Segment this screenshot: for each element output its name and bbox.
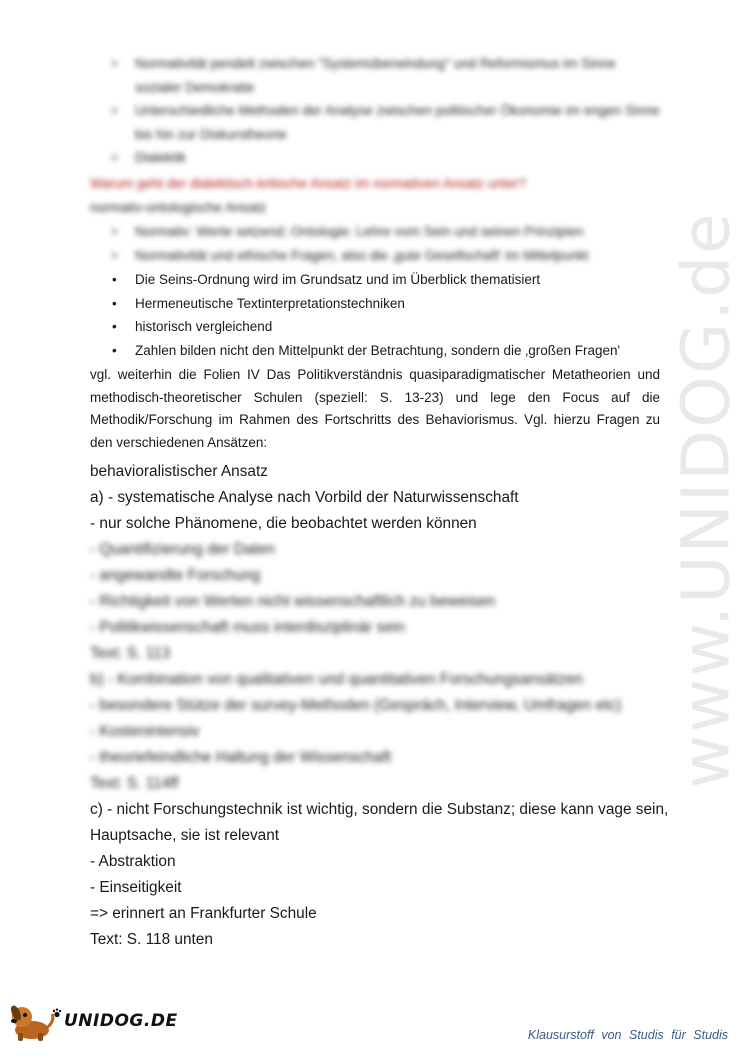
list-item: • Normativ: Werte setzend; Ontologie: Lehre vom Sein und seinen Prinzipien — [112, 220, 662, 244]
list-item: • Normativität pendelt zwischen "Systemüberwindung" und Reformismus im Sinne sozialer Demokratie — [112, 52, 662, 99]
list-item: • Zahlen bilden nicht den Mittelpunkt der Betrachtung, sondern die ‚großen Fragen' — [112, 339, 662, 363]
blurred-line: - Kostenintensiv — [90, 723, 200, 740]
text-line: - nur solche Phänomene, die beobachtet werden können — [90, 515, 477, 532]
list-item: • Unterschiedliche Methoden der Analyse zwischen politischer Ökonomie im engen Sinne bis hin zur Diskurstheorie — [112, 99, 662, 146]
paw-icon — [52, 1008, 62, 1018]
text-line: a) - systematische Analyse nach Vorbild der Naturwissenschaft — [90, 489, 519, 506]
blurred-line: Text: S. 113 — [90, 645, 171, 662]
list-item: • Dialektik — [112, 146, 662, 170]
question-line: Warum geht der dialektisch-kritische Ansatz im normativen Ansatz unter? — [90, 176, 527, 191]
text-line: - Einseitigkeit — [90, 879, 182, 896]
logo-text: UNIDOG.DE — [64, 1011, 178, 1031]
body-paragraph: vgl. weiterhin die Folien IV Das Politikverständnis quasiparadigmatischer Metatheorien und methodisch-theoretischer Schulen (speziell: S. 13-23) und lege den Focus auf die Methodik/Forschung im Rahmen des Fortschritts des Behaviorismus. Vgl. hierzu Fragen zu den verschiedenen Ansätzen: — [90, 367, 660, 450]
dog-icon — [8, 1000, 56, 1042]
footer-tagline: Klausurstoff von Studis für Studis — [527, 1028, 728, 1042]
blurred-bullet-list — [112, 220, 662, 267]
text-line: - Abstraktion — [90, 853, 176, 870]
text-line: Hauptsache, sie ist relevant — [90, 827, 280, 844]
blurred-line: - Politikwissenschaft muss interdisziplinär sein — [90, 619, 405, 636]
subheading-normativ: normativ-ontologische Ansatz — [90, 200, 267, 215]
list-item: • Hermeneutische Textinterpretationstechniken — [112, 292, 662, 316]
blurred-line: - angewandte Forschung — [90, 567, 261, 584]
list-item: • historisch vergleichend — [112, 315, 662, 339]
blurred-line: Text: S. 114ff — [90, 775, 179, 792]
blurred-line: - Quantifizierung der Daten — [90, 541, 275, 558]
list-item: • Die Seins-Ordnung wird im Grundsatz und im Überblick thematisiert — [112, 268, 662, 292]
text-line: Text: S. 118 unten — [90, 931, 213, 948]
footer-logo[interactable] — [8, 1000, 178, 1042]
text-line: c) - nicht Forschungstechnik ist wichtig, sondern die Substanz; diese kann vage sein, — [90, 801, 669, 818]
blurred-line: - besondere Stütze der survey-Methoden (Gespräch, Interview, Umfragen etc) — [90, 697, 622, 714]
top-bullet-list — [112, 52, 662, 170]
behav-heading: behavioralistischer Ansatz — [90, 463, 268, 480]
blurred-line: b) - Kombination von qualitativen und quantitativen Forschungsansätzen — [90, 671, 583, 688]
list-item: • Normativität und ethische Fragen, also die ‚gute Gesellschaft' im Mittelpunkt — [112, 244, 662, 268]
text-line: => erinnert an Frankfurter Schule — [90, 905, 317, 922]
clear-bullet-list — [112, 268, 662, 362]
blurred-line: - Richtigkeit von Werten nicht wissenschaftlich zu beweisen — [90, 593, 496, 610]
blurred-line: - theoriefeindliche Haltung der Wissenschaft — [90, 749, 392, 766]
watermark: www.UNIDOG.de — [667, 211, 745, 789]
